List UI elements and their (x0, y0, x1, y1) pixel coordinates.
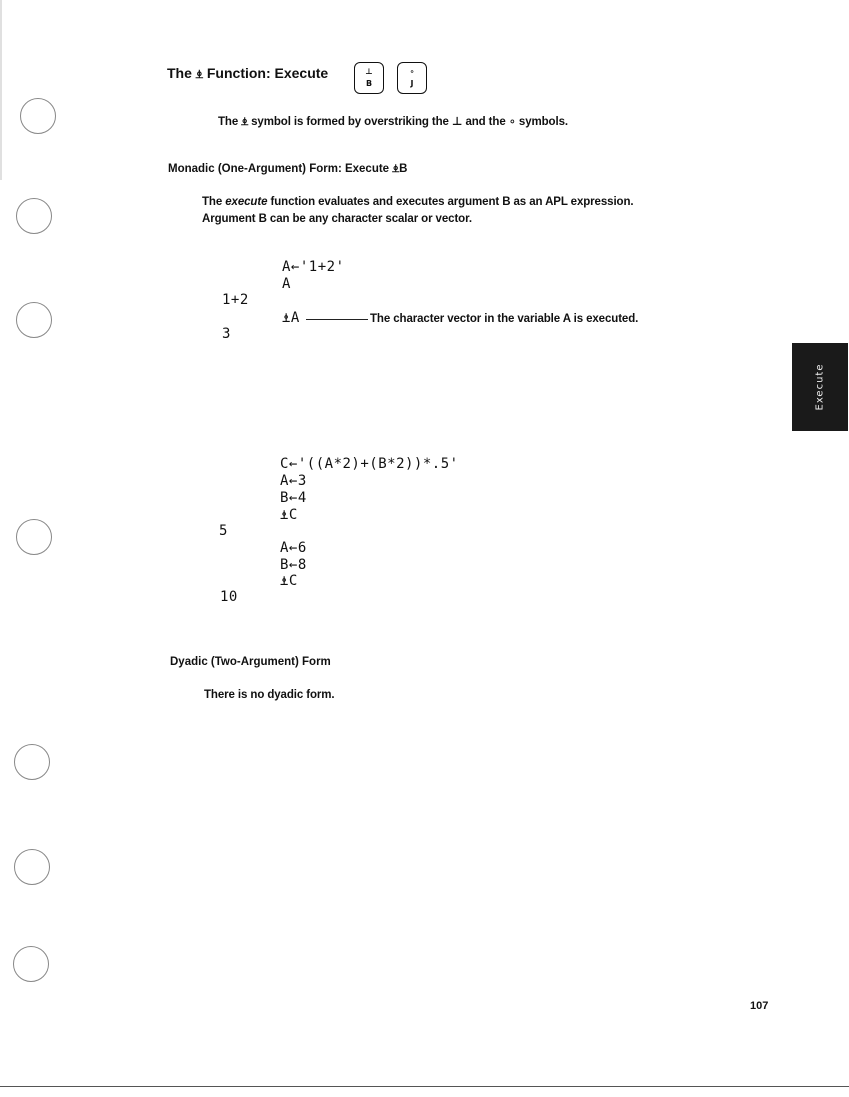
annotation-leader-line (306, 319, 368, 320)
example2-input2: A←3 (280, 473, 307, 489)
binder-hole (14, 744, 50, 780)
page-title (167, 65, 328, 82)
binder-hole (13, 946, 49, 982)
example1-annotation: The character vector in the variable A is executed. (370, 313, 639, 325)
page-edge (0, 0, 2, 180)
key-top-glyph: ∘ (409, 67, 415, 76)
key-up-tack-b (354, 62, 384, 94)
para-pre: The (202, 196, 226, 208)
binder-hole (16, 198, 52, 234)
binder-hole (16, 302, 52, 338)
binder-hole (14, 849, 50, 885)
key-top-glyph: ⊥ (365, 67, 373, 76)
page-number: 107 (750, 1000, 769, 1012)
bottom-rule (0, 1086, 849, 1087)
example2-input4: ⍎C (280, 507, 298, 523)
monadic-paragraph-line2: Argument B can be any character scalar or vector. (202, 213, 472, 225)
intro-text: The ⍎ symbol is formed by overstriking the ⊥ and the ∘ symbols. (218, 116, 568, 128)
binder-hole (16, 519, 52, 555)
section-tab (792, 343, 848, 431)
key-jot-j (397, 62, 427, 94)
example2-input3: B←4 (280, 490, 307, 506)
example2-input5: A←6 (280, 540, 307, 556)
example2-output1: 5 (219, 523, 228, 539)
example2-output2: 10 (220, 589, 238, 605)
example1-output2: 3 (222, 326, 231, 342)
example2-input7: ⍎C (280, 573, 298, 589)
binder-hole (20, 98, 56, 134)
dyadic-heading: Dyadic (Two-Argument) Form (170, 656, 331, 668)
title-rest: Function: Execute (206, 65, 329, 81)
para-em: execute (225, 196, 268, 208)
dyadic-text: There is no dyadic form. (204, 689, 335, 701)
section-tab-label: Execute (814, 363, 826, 411)
monadic-paragraph-line1 (202, 196, 634, 208)
example1-output1: 1+2 (222, 292, 249, 308)
monadic-heading: Monadic (One-Argument) Form: Execute ⍎B (168, 163, 408, 175)
example1-input2: A (282, 276, 291, 292)
execute-symbol: ⍎ (195, 67, 203, 81)
example1-input3: ⍎A (282, 310, 300, 326)
key-bottom-glyph: B (365, 79, 373, 88)
example1-input1: A←'1+2' (282, 259, 345, 275)
title-prefix: The (167, 65, 192, 81)
example2-input6: B←8 (280, 557, 307, 573)
example2-input1: C←'((A*2)+(B*2))*.5' (280, 456, 459, 472)
key-bottom-glyph: J (410, 79, 414, 88)
para-post: function evaluates and executes argument B as an APL expression. (267, 196, 634, 208)
